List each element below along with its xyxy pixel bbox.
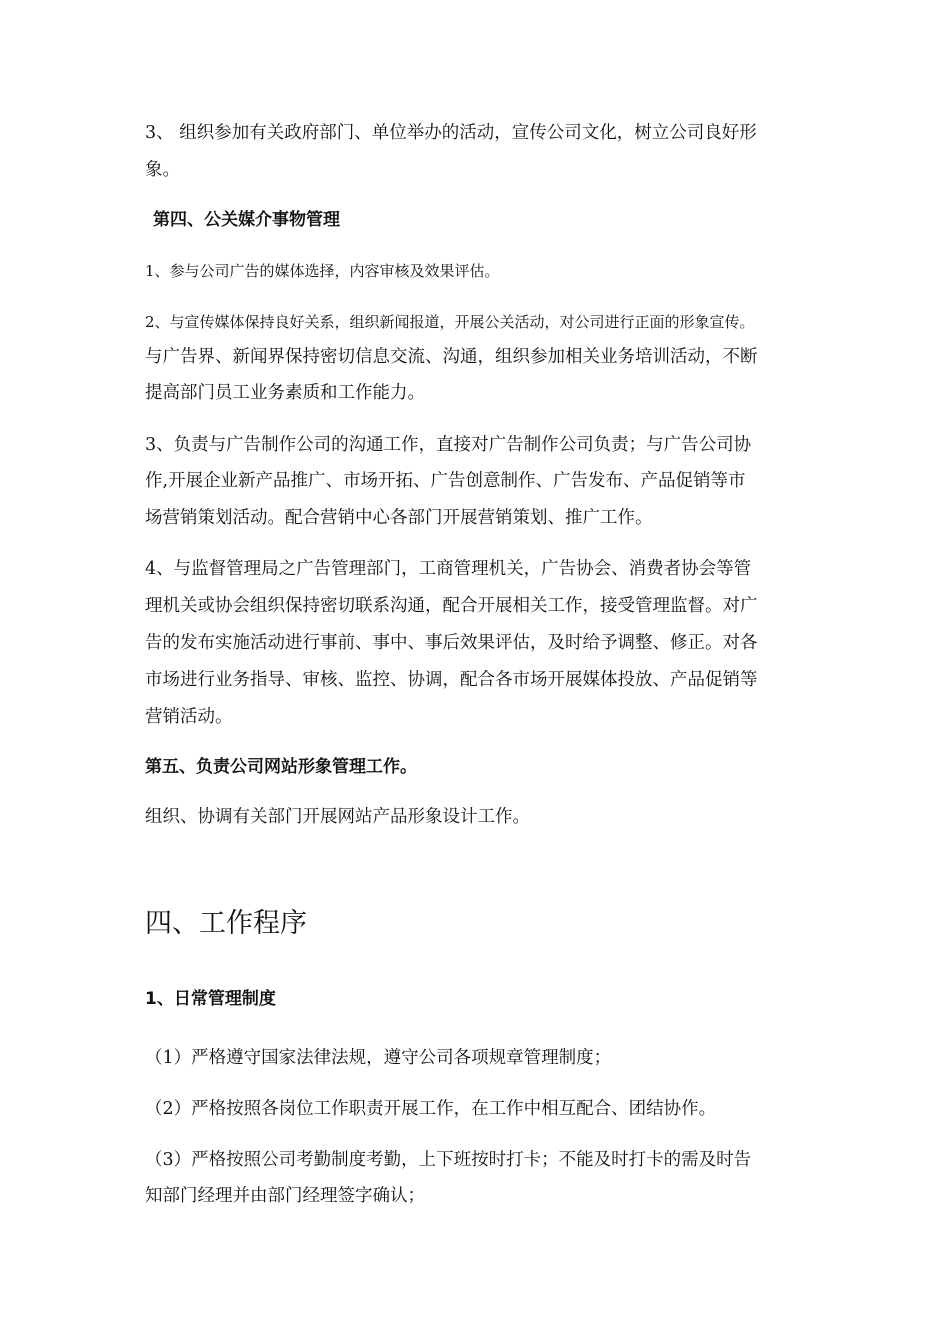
- item-4-line-5: 营销活动。: [145, 707, 233, 727]
- paragraph-3-line-2: 象。: [145, 160, 180, 180]
- section-heading-4: 第四、公关媒介事物管理: [153, 210, 340, 230]
- item-4-line-2: 理机关或协会组织保持密切联系沟通，配合开展相关工作，接受管理监督。对广: [145, 596, 758, 616]
- item-4-line-4: 市场进行业务指导、审核、监控、协调，配合各市场开展媒体投放、产品促销等: [145, 670, 758, 690]
- item-2-line-3: 提高部门员工业务素质和工作能力。: [145, 383, 425, 403]
- item-3-line-2: 作,开展企业新产品推广、市场开拓、广告创意制作、广告发布、产品促销等市: [145, 471, 746, 491]
- section-title-work-procedure: 四、工作程序: [145, 908, 307, 939]
- item-3-line-3: 场营销策划活动。配合营销中心各部门开展营销策划、推广工作。: [145, 508, 653, 528]
- rule-3-line-1: （3）严格按照公司考勤制度考勤，上下班按时打卡；不能及时打卡的需及时告: [145, 1150, 752, 1170]
- section-5-text: 组织、协调有关部门开展网站产品形象设计工作。: [145, 807, 530, 827]
- rule-2: （2）严格按照各岗位工作职责开展工作，在工作中相互配合、团结协作。: [145, 1099, 717, 1119]
- subsection-heading-daily-rules: 1、日常管理制度: [145, 989, 276, 1009]
- item-2-line-2: 与广告界、新闻界保持密切信息交流、沟通，组织参加相关业务培训活动，不断: [145, 347, 758, 367]
- rule-3-line-2: 知部门经理并由部门经理签字确认；: [145, 1186, 425, 1206]
- item-3-line-1: 3、负责与广告制作公司的沟通工作，直接对广告制作公司负责；与广告公司协: [145, 435, 752, 455]
- section-heading-5: 第五、负责公司网站形象管理工作。: [145, 757, 417, 777]
- item-4-line-1: 4、与监督管理局之广告管理部门，工商管理机关，广告协会、消费者协会等管: [145, 559, 752, 579]
- rule-1: （1）严格遵守国家法律法规，遵守公司各项规章管理制度；: [145, 1048, 612, 1068]
- item-2-line-1: 2、与宣传媒体保持良好关系，组织新闻报道，开展公关活动，对公司进行正面的形象宣传。: [145, 313, 755, 331]
- item-4-line-3: 告的发布实施活动进行事前、事中、事后效果评估，及时给予调整、修正。对各: [145, 633, 758, 653]
- paragraph-3-line-1: 3、 组织参加有关政府部门、单位举办的活动，宣传公司文化，树立公司良好形: [145, 123, 757, 143]
- item-1: 1、参与公司广告的媒体选择，内容审核及效果评估。: [145, 262, 500, 280]
